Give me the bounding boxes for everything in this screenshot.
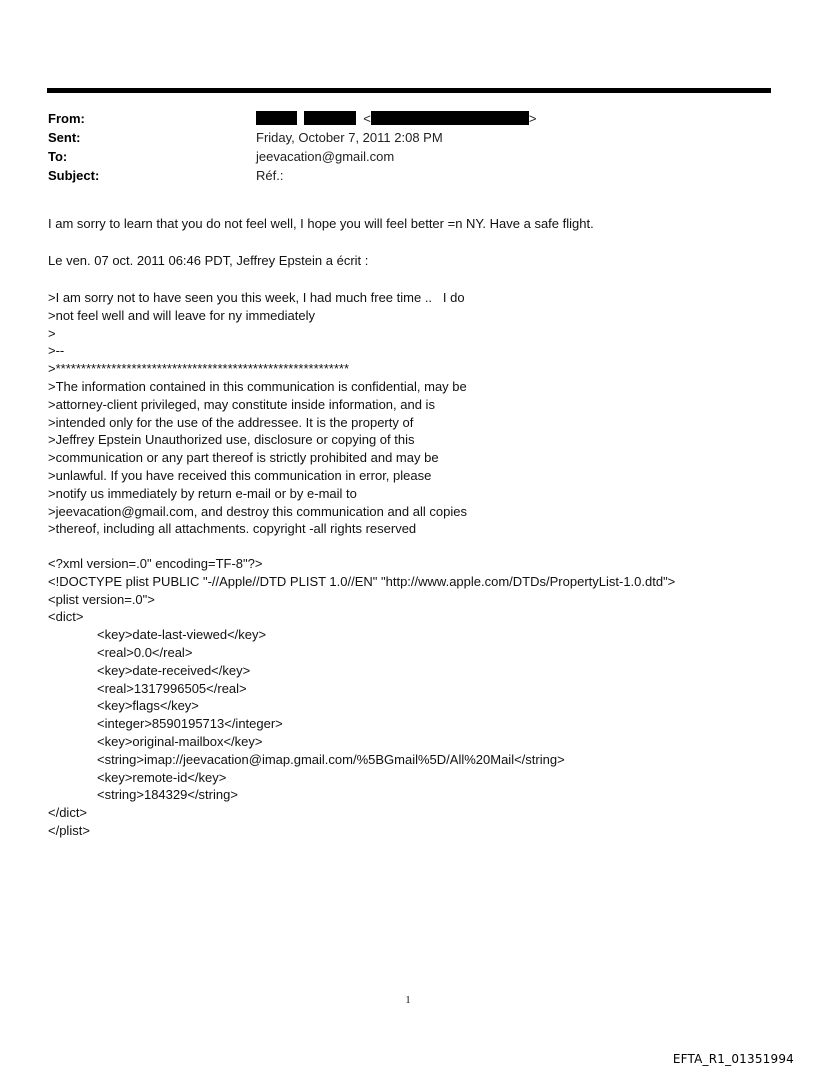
to-row (48, 147, 768, 166)
plist-entry: <key>original-mailbox</key> (97, 733, 263, 749)
from-lt: < (363, 111, 371, 126)
to-value: jeevacation@gmail.com (256, 149, 395, 164)
dict-close: </dict> (48, 805, 88, 821)
plist-entry: <key>flags</key> (97, 698, 199, 714)
message-body (48, 215, 788, 233)
from-gt: > (528, 111, 537, 126)
plist-entry: <string>imap://jeevacation@imap.gmail.com/%5BGmail%5D/All%20Mail</string> (97, 751, 565, 767)
plist-entry: <integer>8590195713</integer> (97, 716, 283, 732)
quoted-line: >********************************************************** (48, 361, 350, 377)
quoted-line: >intended only for the use of the addressee. It is the property of (48, 414, 414, 430)
sent-label: Sent: (48, 130, 81, 145)
quoted-line: > (48, 325, 56, 341)
plist-entry: <real>1317996505</real> (97, 680, 247, 696)
quoted-line: >-- (48, 343, 65, 359)
from-value (256, 109, 768, 128)
from-label: From: (48, 111, 85, 126)
subject-label: Subject: (48, 168, 100, 183)
redaction-block (256, 111, 297, 125)
quoted-line: >unlawful. If you have received this communication in error, please (48, 467, 432, 483)
dict-open: <dict> (48, 609, 84, 625)
header-rule (47, 88, 771, 93)
quoted-line: >jeevacation@gmail.com, and destroy this communication and all copies (48, 503, 467, 519)
quoted-line: >notify us immediately by return e-mail or by e-mail to (48, 485, 357, 501)
subject-row (48, 166, 768, 185)
quoted-line: >Jeffrey Epstein Unauthorized use, disclosure or copying of this (48, 432, 415, 448)
redaction-block (304, 111, 356, 125)
plist-block (48, 555, 788, 840)
plist-close: </plist> (48, 822, 90, 838)
bates-stamp: EFTA_R1_01351994 (672, 1052, 794, 1066)
sent-row (48, 128, 768, 147)
plist-entry: <key>date-last-viewed</key> (97, 627, 267, 643)
attribution-line: Le ven. 07 oct. 2011 06:46 PDT, Jeffrey Epstein a écrit : (48, 253, 369, 268)
subject-value: Réf.: (256, 168, 284, 183)
quoted-line: >The information contained in this communication is confidential, may be (48, 378, 467, 394)
email-header (48, 109, 768, 185)
page-number: 1 (405, 995, 411, 1006)
redaction-block (371, 111, 529, 125)
plist-xml-decl: <?xml version=.0" encoding=TF-8"?> (48, 556, 263, 571)
plist-entry: <key>remote-id</key> (97, 769, 227, 785)
plist-entry: <real>0.0</real> (97, 644, 193, 660)
quoted-line: >not feel well and will leave for ny immediately (48, 307, 315, 323)
attribution-block (48, 252, 788, 270)
quoted-line: >communication or any part thereof is strictly prohibited and may be (48, 450, 439, 466)
reply-line: I am sorry to learn that you do not feel well, I hope you will feel better =n NY. Have a safe flight. (48, 216, 594, 231)
quoted-line: >thereof, including all attachments. copyright -all rights reserved (48, 521, 417, 537)
plist-entry: <string>184329</string> (97, 787, 238, 803)
quoted-message (48, 289, 788, 538)
quoted-line: >attorney-client privileged, may constitute inside information, and is (48, 396, 435, 412)
plist-doctype: <!DOCTYPE plist PUBLIC "-//Apple//DTD PLIST 1.0//EN" "http://www.apple.com/DTDs/PropertyList-1.0.dtd"> (48, 573, 676, 589)
plist-entry: <key>date-received</key> (97, 662, 251, 678)
plist-open: <plist version=.0"> (48, 591, 155, 607)
to-label: To: (48, 149, 68, 164)
sent-value: Friday, October 7, 2011 2:08 PM (256, 130, 443, 145)
quoted-line: >I am sorry not to have seen you this week, I had much free time .. I do (48, 290, 465, 305)
from-row (48, 109, 768, 128)
